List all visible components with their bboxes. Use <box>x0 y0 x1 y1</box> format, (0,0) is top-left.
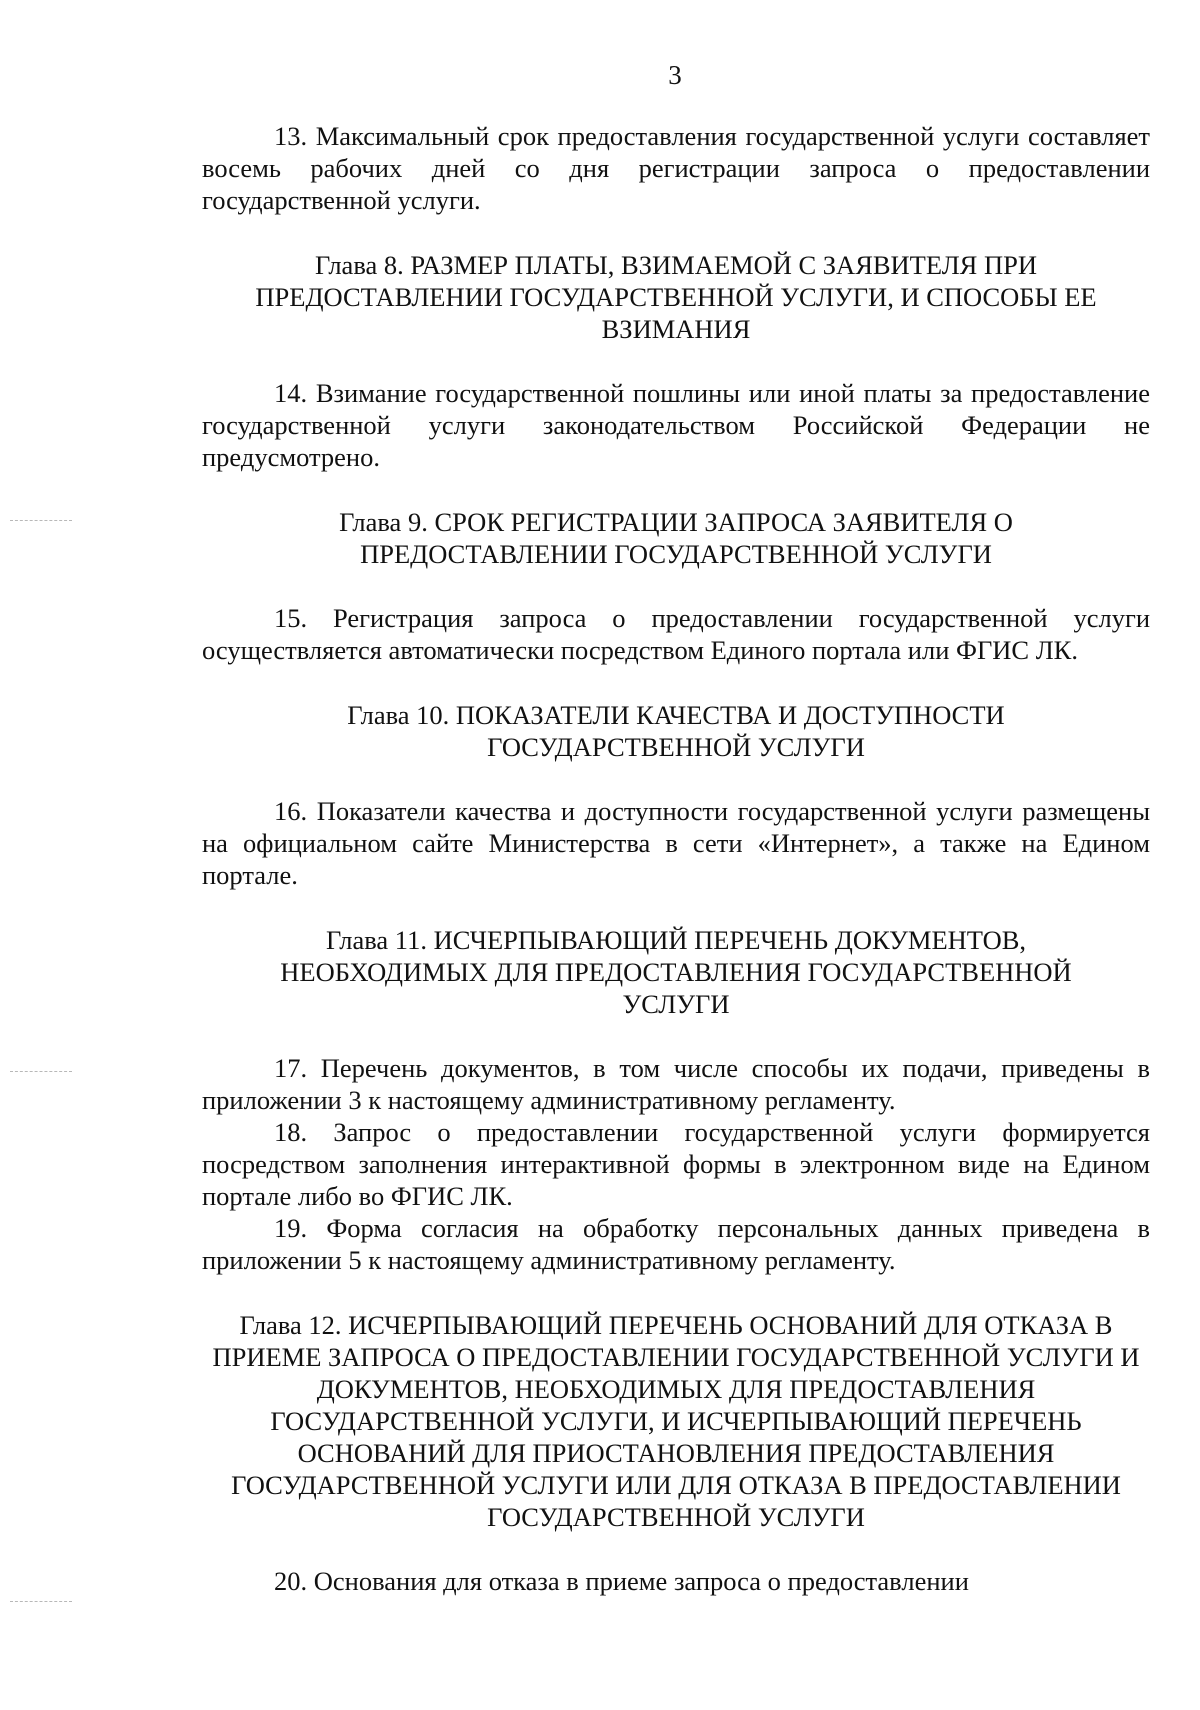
scan-margin-artifact <box>10 1071 72 1072</box>
paragraph-19: 19. Форма согласия на обработку персональных данных приведена в приложении 5 к настоящему административному регламенту. <box>202 1213 1150 1275</box>
paragraph-18: 18. Запрос о предоставлении государственной услуги формируется посредством заполнения интерактивной формы в электронном виде на Едином портале либо во ФГИС ЛК. <box>202 1117 1150 1211</box>
chapter-12-heading: Глава 12. ИСЧЕРПЫВАЮЩИЙ ПЕРЕЧЕНЬ ОСНОВАНИЙ ДЛЯ ОТКАЗА В ПРИЕМЕ ЗАПРОСА О ПРЕДОСТАВЛЕНИИ ГОСУДАРСТВЕННОЙ УСЛУГИ И ДОКУМЕНТОВ, НЕОБХОДИМЫХ ДЛЯ ПРЕДОСТАВЛЕНИЯ ГОСУДАРСТВЕННОЙ УСЛУГИ, И ИСЧЕРПЫВАЮЩИЙ ПЕРЕЧЕНЬ ОСНОВАНИЙ ДЛЯ ПРИОСТАНОВЛЕНИЯ ПРЕДОСТАВЛЕНИЯ ГОСУДАРСТВЕННОЙ УСЛУГИ ИЛИ ДЛЯ ОТКАЗА В ПРЕДОСТАВЛЕНИИ ГОСУДАРСТВЕННОЙ УСЛУГИ <box>212 1310 1140 1532</box>
paragraph-20: 20. Основания для отказа в приеме запроса о предоставлении <box>274 1566 969 1596</box>
chapter-11-heading: Глава 11. ИСЧЕРПЫВАЮЩИЙ ПЕРЕЧЕНЬ ДОКУМЕНТОВ, НЕОБХОДИМЫХ ДЛЯ ПРЕДОСТАВЛЕНИЯ ГОСУДАРСТВЕННОЙ УСЛУГИ <box>280 925 1072 1019</box>
chapter-10-heading: Глава 10. ПОКАЗАТЕЛИ КАЧЕСТВА И ДОСТУПНОСТИ ГОСУДАРСТВЕННОЙ УСЛУГИ <box>347 700 1005 762</box>
paragraph-14: 14. Взимание государственной пошлины или иной платы за предоставление государственной услуги законодательством Российской Федерации не предусмотрено. <box>202 378 1150 472</box>
scan-margin-artifact <box>10 520 72 521</box>
document-body <box>202 120 1150 1597</box>
paragraph-16: 16. Показатели качества и доступности государственной услуги размещены на официальном сайте Министерства в сети «Интернет», а также на Едином портале. <box>202 796 1150 890</box>
scan-margin-artifact <box>10 1601 72 1602</box>
paragraph-17: 17. Перечень документов, в том числе способы их подачи, приведены в приложении 3 к настоящему административному регламенту. <box>202 1053 1150 1115</box>
paragraph-13: 13. Максимальный срок предоставления государственной услуги составляет восемь рабочих дней со дня регистрации запроса о предоставлении государственной услуги. <box>202 121 1150 215</box>
page-number: 3 <box>668 60 682 90</box>
chapter-9-heading: Глава 9. СРОК РЕГИСТРАЦИИ ЗАПРОСА ЗАЯВИТЕЛЯ О ПРЕДОСТАВЛЕНИИ ГОСУДАРСТВЕННОЙ УСЛУГИ <box>339 507 1013 569</box>
paragraph-15: 15. Регистрация запроса о предоставлении государственной услуги осуществляется автоматически посредством Единого портала или ФГИС ЛК. <box>202 603 1150 665</box>
chapter-8-heading: Глава 8. РАЗМЕР ПЛАТЫ, ВЗИМАЕМОЙ С ЗАЯВИТЕЛЯ ПРИ ПРЕДОСТАВЛЕНИИ ГОСУДАРСТВЕННОЙ УСЛУГИ, И СПОСОБЫ ЕЕ ВЗИМАНИЯ <box>255 250 1097 344</box>
